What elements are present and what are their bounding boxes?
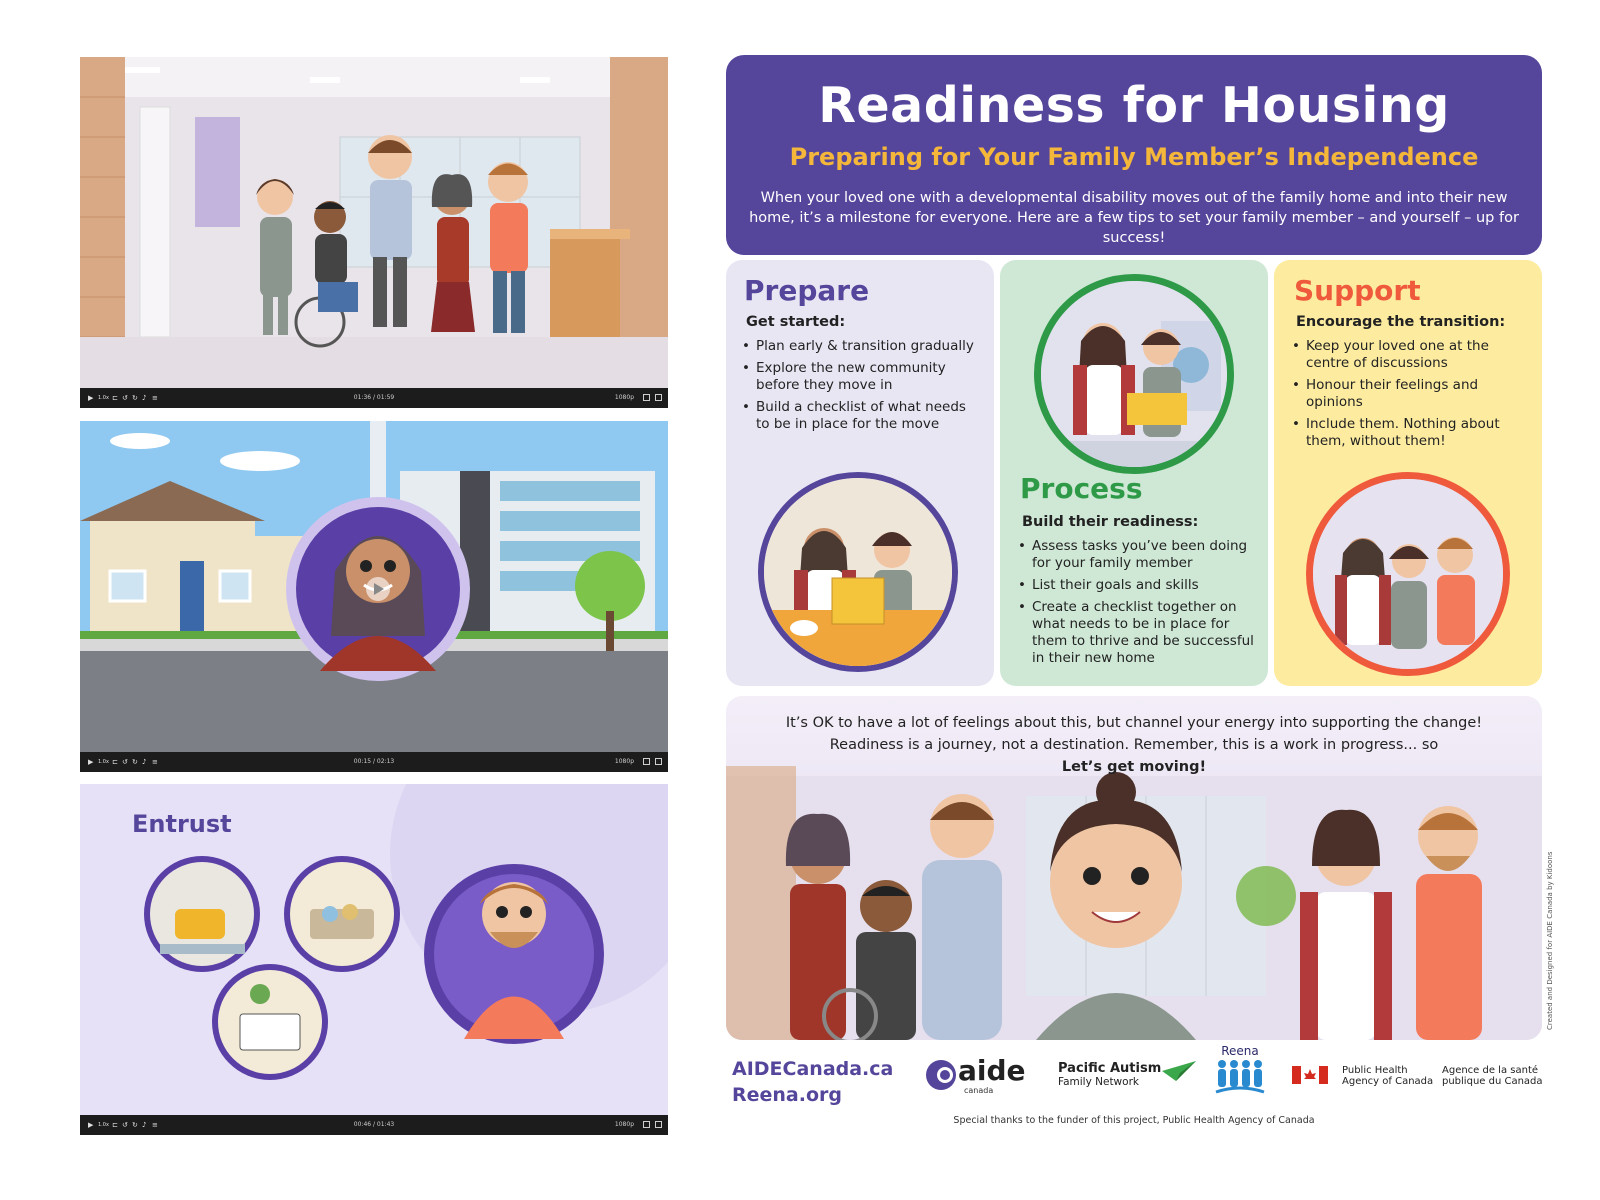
reena-logo-text: Reena — [1221, 1044, 1259, 1058]
page-subtitle: Preparing for Your Family Member’s Independence — [789, 143, 1479, 171]
chapters-icon[interactable]: ≡ — [152, 758, 158, 766]
reena-logo — [1212, 1044, 1268, 1100]
paper-plane-icon — [1162, 1061, 1196, 1081]
phac-en-line-2: Agency of Canada — [1342, 1076, 1434, 1087]
rewind-icon[interactable]: ↺ — [122, 394, 128, 402]
theater-icon[interactable] — [643, 758, 650, 765]
funder-thanks: Special thanks to the funder of this project, Public Health Agency of Canada — [953, 1115, 1315, 1126]
video-1-time: 01:36 / 01:59 — [353, 394, 395, 401]
fullscreen-icon[interactable] — [655, 758, 662, 765]
quality-button[interactable]: 1080p — [614, 1121, 634, 1128]
video-player-3[interactable] — [80, 784, 668, 1135]
support-card — [1274, 260, 1542, 686]
closing-message — [726, 712, 1542, 778]
process-card — [1000, 260, 1268, 686]
theater-icon[interactable] — [643, 394, 650, 401]
phac-fr-line-1: Agence de la santé — [1442, 1065, 1539, 1076]
paf-logo-line-2: Family Network — [1058, 1076, 1139, 1088]
video-player-2[interactable] — [80, 421, 668, 772]
aide-logo-icon — [924, 1058, 958, 1092]
process-heading: Process — [1020, 472, 1143, 505]
support-list — [1288, 338, 1528, 455]
list-item: • Assess tasks you’ve been doing for your family member — [1014, 538, 1254, 572]
video-2-time: 00:15 / 02:13 — [353, 758, 395, 765]
process-list — [1014, 538, 1254, 672]
closing-section — [726, 696, 1542, 1040]
speed-button[interactable]: 1.0x — [98, 1122, 109, 1128]
credit-text: Created and Designed for AIDE Canada by Kidoons — [1546, 851, 1554, 1030]
video-3-title: Entrust — [132, 810, 232, 838]
reena-url-link[interactable]: Reena.org — [732, 1084, 842, 1106]
fullscreen-icon[interactable] — [655, 1121, 662, 1128]
intro-text: When your loved one with a developmental disability moves out of the family home and into their new home, it’s a milestone for everyone. Here are a few tips to set your family member – and yourself – up for success! — [749, 190, 1519, 246]
video-3-controls — [80, 1115, 668, 1135]
phac-french — [1442, 1065, 1543, 1087]
list-item: • Include them. Nothing about them, without them! — [1288, 416, 1528, 450]
aide-logo-text: aide — [958, 1054, 1026, 1087]
video-3-time: 00:46 / 01:43 — [353, 1121, 395, 1128]
process-illustration — [1034, 274, 1234, 474]
paf-logo — [1058, 1061, 1161, 1088]
forward-icon[interactable]: ↻ — [132, 394, 138, 402]
video-player-1[interactable] — [80, 57, 668, 408]
support-illustration — [1306, 472, 1510, 676]
footer-links — [732, 1056, 893, 1108]
prepare-card — [726, 260, 994, 686]
list-item: • Build a checklist of what needs to be in place for the move — [738, 399, 978, 433]
prepare-subheading: Get started: — [746, 314, 846, 330]
video-2-controls — [80, 752, 668, 772]
captions-icon[interactable]: ⊏ — [112, 394, 118, 402]
process-subheading: Build their readiness: — [1022, 514, 1199, 530]
captions-icon[interactable]: ⊏ — [112, 1121, 118, 1129]
title-banner — [726, 55, 1542, 255]
volume-icon[interactable]: ♪ — [142, 394, 147, 402]
rewind-icon[interactable]: ↺ — [122, 1121, 128, 1129]
forward-icon[interactable]: ↻ — [132, 758, 138, 766]
rewind-icon[interactable]: ↺ — [122, 758, 128, 766]
chapters-icon[interactable]: ≡ — [152, 394, 158, 402]
phac-fr-line-2: publique du Canada — [1442, 1076, 1543, 1087]
play-icon[interactable]: ▶ — [88, 394, 94, 402]
page-title: Readiness for Housing — [818, 77, 1450, 134]
phac-english — [1342, 1065, 1433, 1087]
forward-icon[interactable]: ↻ — [132, 1121, 138, 1129]
prepare-illustration — [758, 472, 958, 672]
video-1-scene — [80, 57, 668, 388]
prepare-list — [738, 338, 978, 438]
list-item: • Honour their feelings and opinions — [1288, 377, 1528, 411]
canada-flag-icon — [1292, 1066, 1328, 1084]
theater-icon[interactable] — [643, 1121, 650, 1128]
list-item: • List their goals and skills — [1014, 577, 1254, 594]
play-icon[interactable]: ▶ — [88, 1121, 94, 1129]
list-item: • Create a checklist together on what needs to be in place for them to thrive and be successful in their new home — [1014, 599, 1254, 667]
speed-button[interactable]: 1.0x — [98, 395, 109, 401]
list-item: • Plan early & transition gradually — [738, 338, 978, 355]
video-1-controls — [80, 388, 668, 408]
quality-button[interactable]: 1080p — [614, 758, 634, 765]
aide-logo-sub: canada — [964, 1086, 994, 1095]
support-heading: Support — [1294, 274, 1421, 307]
video-2-scene — [80, 421, 668, 752]
paf-logo-line-1: Pacific Autism — [1058, 1061, 1162, 1076]
volume-icon[interactable]: ♪ — [142, 1121, 147, 1129]
support-subheading: Encourage the transition: — [1296, 314, 1506, 330]
fullscreen-icon[interactable] — [655, 394, 662, 401]
quality-button[interactable]: 1080p — [614, 394, 634, 401]
aide-url-link[interactable]: AIDECanada.ca — [732, 1058, 894, 1080]
captions-icon[interactable]: ⊏ — [112, 758, 118, 766]
phac-en-line-1: Public Health — [1342, 1065, 1408, 1076]
volume-icon[interactable]: ♪ — [142, 758, 147, 766]
play-icon[interactable]: ▶ — [88, 758, 94, 766]
closing-line-3: Let’s get moving! — [1061, 759, 1207, 775]
speed-button[interactable]: 1.0x — [98, 759, 109, 765]
closing-line-1: It’s OK to have a lot of feelings about this, but channel your energy into supporting the change! — [785, 715, 1483, 731]
list-item: • Explore the new community before they move in — [738, 360, 978, 394]
reena-people-icon — [1214, 1058, 1266, 1096]
chapters-icon[interactable]: ≡ — [152, 1121, 158, 1129]
closing-line-2: Readiness is a journey, not a destination. Remember, this is a work in progress... so — [829, 737, 1439, 753]
prepare-heading: Prepare — [744, 274, 870, 307]
list-item: • Keep your loved one at the centre of discussions — [1288, 338, 1528, 372]
